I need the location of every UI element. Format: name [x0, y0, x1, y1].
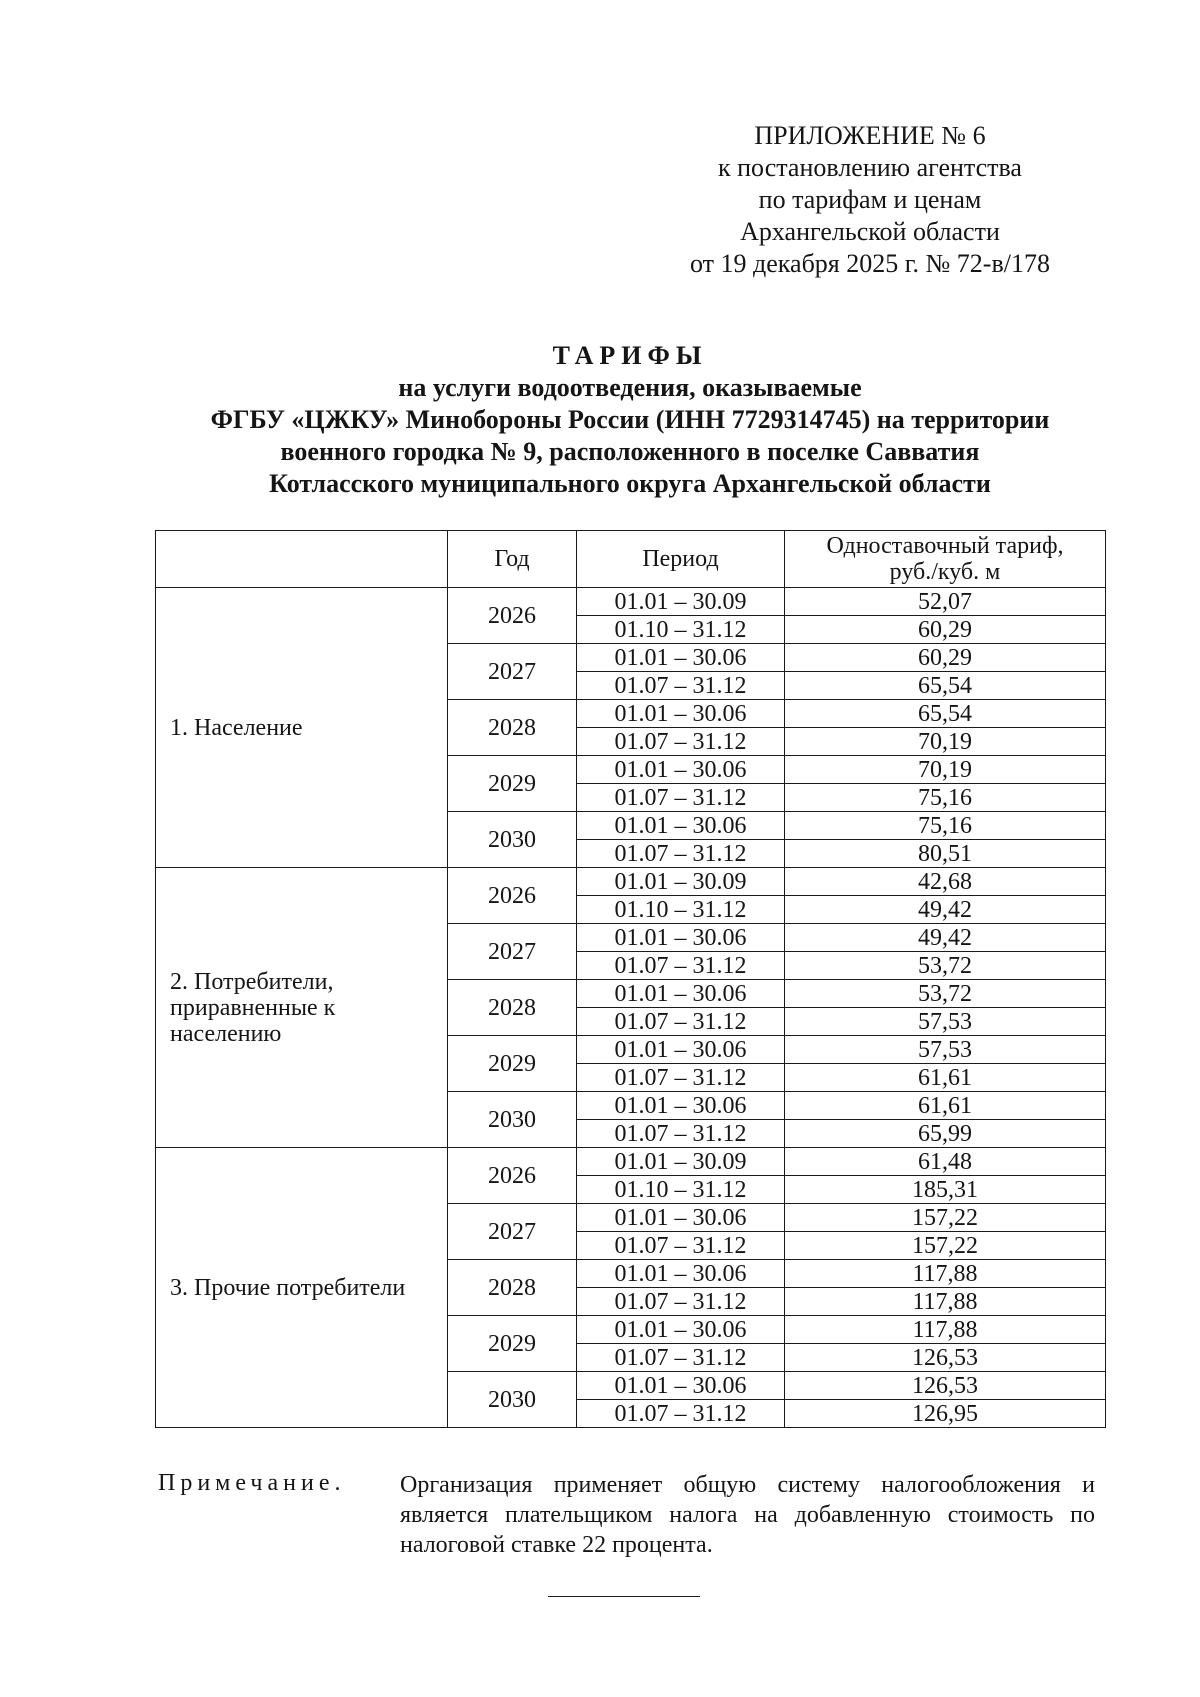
year-cell: 2028 [448, 700, 577, 756]
tariff-value-cell: 65,54 [785, 700, 1106, 728]
consumer-group-name-cont: приравненные к населению [170, 994, 336, 1047]
tariff-value-cell: 157,22 [785, 1232, 1106, 1260]
table-body [156, 588, 1106, 1428]
header-tariff [785, 531, 1106, 588]
title-heading: ТАРИФЫ [552, 341, 708, 370]
period-cell: 01.01 – 30.06 [577, 924, 785, 952]
period-cell: 01.01 – 30.06 [577, 1204, 785, 1232]
appendix-region: Архангельской области [740, 217, 1000, 246]
table-header-row [156, 531, 1106, 588]
year-cell: 2026 [448, 1148, 577, 1204]
period-cell: 01.07 – 31.12 [577, 784, 785, 812]
appendix-agency: по тарифам и ценам [758, 185, 982, 214]
year-cell: 2028 [448, 980, 577, 1036]
appendix-reference: к постановлению агентства [718, 153, 1022, 182]
period-cell: 01.10 – 31.12 [577, 896, 785, 924]
table-row [156, 588, 1106, 616]
period-cell: 01.01 – 30.06 [577, 1260, 785, 1288]
title-line-3: военного городка № 9, расположенного в поселке Савватия [280, 437, 980, 466]
tariff-value-cell: 126,53 [785, 1372, 1106, 1400]
tariff-value-cell: 60,29 [785, 616, 1106, 644]
tariff-value-cell: 70,19 [785, 728, 1106, 756]
tariff-value-cell: 117,88 [785, 1288, 1106, 1316]
period-cell: 01.07 – 31.12 [577, 952, 785, 980]
year-cell: 2027 [448, 924, 577, 980]
header-category [156, 531, 448, 588]
tariff-value-cell: 80,51 [785, 840, 1106, 868]
period-cell: 01.07 – 31.12 [577, 1232, 785, 1260]
header-tariff-line-2: руб./куб. м [889, 559, 1001, 585]
year-cell: 2030 [448, 1092, 577, 1148]
tariff-value-cell: 126,95 [785, 1400, 1106, 1428]
year-cell: 2027 [448, 644, 577, 700]
year-cell: 2026 [448, 868, 577, 924]
year-cell: 2028 [448, 1260, 577, 1316]
period-cell: 01.07 – 31.12 [577, 728, 785, 756]
tariff-value-cell: 42,68 [785, 868, 1106, 896]
period-cell: 01.01 – 30.09 [577, 1148, 785, 1176]
title-line-4: Котласского муниципального округа Архангельской области [269, 469, 991, 498]
year-cell: 2026 [448, 588, 577, 644]
end-divider [548, 1596, 700, 1597]
tariff-value-cell: 49,42 [785, 896, 1106, 924]
year-cell: 2029 [448, 1036, 577, 1092]
tariff-value-cell: 65,99 [785, 1120, 1106, 1148]
header-year: Год [448, 531, 577, 588]
appendix-block [660, 120, 1080, 280]
tariff-value-cell: 75,16 [785, 812, 1106, 840]
tariff-value-cell: 53,72 [785, 980, 1106, 1008]
note-text: Организация применяет общую систему налогообложения и является плательщиком налога на добавленную стоимость по налоговой ставке 22 процента. [400, 1472, 1095, 1558]
year-cell: 2030 [448, 812, 577, 868]
period-cell: 01.01 – 30.06 [577, 1372, 785, 1400]
period-cell: 01.10 – 31.12 [577, 616, 785, 644]
consumer-group-cell [156, 1148, 448, 1428]
document-title [150, 340, 1110, 500]
tariff-value-cell: 61,48 [785, 1148, 1106, 1176]
consumer-group-name: 1. Население [170, 714, 303, 741]
title-line-2: ФГБУ «ЦЖКУ» Минобороны России (ИНН 7729314745) на территории [210, 405, 1050, 434]
year-cell: 2029 [448, 756, 577, 812]
period-cell: 01.07 – 31.12 [577, 672, 785, 700]
tariff-value-cell: 57,53 [785, 1036, 1106, 1064]
header-period: Период [577, 531, 785, 588]
consumer-group-name: 3. Прочие потребители [170, 1274, 406, 1301]
year-cell: 2030 [448, 1372, 577, 1428]
title-line-1: на услуги водоотведения, оказываемые [398, 373, 862, 402]
appendix-date: от 19 декабря 2025 г. № 72-в/178 [690, 249, 1050, 278]
year-cell: 2029 [448, 1316, 577, 1372]
header-tariff-line-1: Одноставочный тариф, [826, 533, 1064, 559]
period-cell: 01.01 – 30.06 [577, 756, 785, 784]
period-cell: 01.01 – 30.09 [577, 588, 785, 616]
year-cell: 2027 [448, 1204, 577, 1260]
period-cell: 01.07 – 31.12 [577, 1288, 785, 1316]
period-cell: 01.01 – 30.09 [577, 868, 785, 896]
appendix-number: ПРИЛОЖЕНИЕ № 6 [754, 121, 986, 150]
note-label: Примечание. [158, 1470, 346, 1496]
period-cell: 01.01 – 30.06 [577, 1092, 785, 1120]
tariff-value-cell: 61,61 [785, 1064, 1106, 1092]
tariff-value-cell: 52,07 [785, 588, 1106, 616]
period-cell: 01.07 – 31.12 [577, 1064, 785, 1092]
period-cell: 01.07 – 31.12 [577, 1400, 785, 1428]
tariff-value-cell: 65,54 [785, 672, 1106, 700]
period-cell: 01.01 – 30.06 [577, 980, 785, 1008]
period-cell: 01.10 – 31.12 [577, 1176, 785, 1204]
period-cell: 01.01 – 30.06 [577, 644, 785, 672]
tariff-table [155, 530, 1106, 1428]
tariff-value-cell: 185,31 [785, 1176, 1106, 1204]
tariff-value-cell: 61,61 [785, 1092, 1106, 1120]
period-cell: 01.07 – 31.12 [577, 840, 785, 868]
table-row [156, 868, 1106, 896]
consumer-group-cell [156, 588, 448, 868]
consumer-group-cell [156, 868, 448, 1148]
tariff-value-cell: 117,88 [785, 1316, 1106, 1344]
tariff-value-cell: 157,22 [785, 1204, 1106, 1232]
tariff-value-cell: 75,16 [785, 784, 1106, 812]
period-cell: 01.01 – 30.06 [577, 1316, 785, 1344]
tariff-value-cell: 49,42 [785, 924, 1106, 952]
period-cell: 01.01 – 30.06 [577, 700, 785, 728]
period-cell: 01.01 – 30.06 [577, 1036, 785, 1064]
tariff-value-cell: 70,19 [785, 756, 1106, 784]
tariff-value-cell: 57,53 [785, 1008, 1106, 1036]
period-cell: 01.07 – 31.12 [577, 1008, 785, 1036]
tariff-value-cell: 117,88 [785, 1260, 1106, 1288]
period-cell: 01.07 – 31.12 [577, 1120, 785, 1148]
table-row [156, 1148, 1106, 1176]
period-cell: 01.07 – 31.12 [577, 1344, 785, 1372]
tariff-value-cell: 53,72 [785, 952, 1106, 980]
consumer-group-name: 2. Потребители, [170, 968, 334, 995]
tariff-value-cell: 60,29 [785, 644, 1106, 672]
tariff-value-cell: 126,53 [785, 1344, 1106, 1372]
period-cell: 01.01 – 30.06 [577, 812, 785, 840]
